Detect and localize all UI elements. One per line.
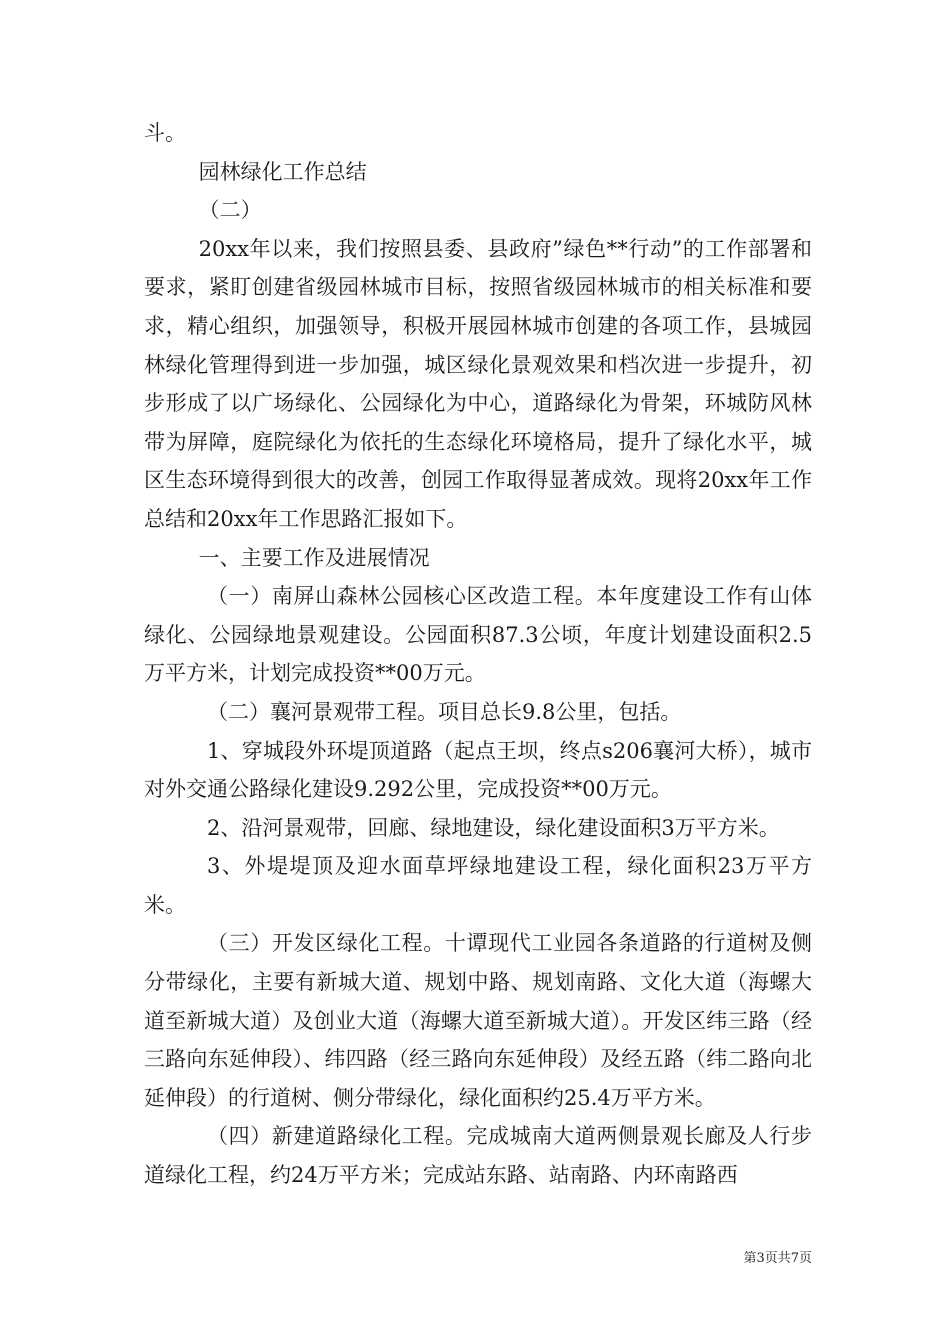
page-number: 第3页共7页 bbox=[743, 1251, 812, 1266]
intro-paragraph: 20xx年以来，我们按照县委、县政府”绿色**行动”的工作部署和要求，紧盯创建省级园林城市目标，按照省级园林城市的相关标准和要求，精心组织，加强领导，积极开展园林城市创建的各项工作，县城园林绿化管理得到进一步加强，城区绿化景观效果和档次进一步提升，初步形成了以广场绿化、公园绿化为中心，道路绿化为骨架，环城防风林带为屏障，庭院绿化为依托的生态绿化环境格局，提升了绿化水平，城区生态环境得到很大的改善，创园工作取得显著成效。现将20xx年工作总结和20xx年工作思路汇报如下。 bbox=[144, 236, 812, 531]
paragraph-item-4: （四）新建道路绿化工程。完成城南大道两侧景观长廊及人行步道绿化工程，约24万平方米；完成站东路、站南路、内环南路西 bbox=[144, 1124, 812, 1188]
paragraph-item-2: （二）襄河景观带工程。项目总长9.8公里，包括。 bbox=[207, 699, 682, 724]
document-subtitle: （二） bbox=[198, 198, 262, 223]
paragraph-item-1: （一）南屏山森林公园核心区改造工程。本年度建设工作有山体绿化、公园绿地景观建设。公园面积87.3公顷，年度计划建设面积2.5万平方米，计划完成投资**00万元。 bbox=[144, 584, 812, 686]
document-title: 园林绿化工作总结 bbox=[198, 159, 367, 184]
paragraph-subitem-2: 2、沿河景观带，回廊、绿地建设，绿化建设面积3万平方米。 bbox=[207, 815, 780, 840]
document-body bbox=[144, 114, 812, 1195]
paragraph-continuation: 斗。 bbox=[144, 121, 186, 145]
section-heading: 一、主要工作及进展情况 bbox=[198, 545, 430, 570]
paragraph-subitem-3: 3、外堤堤顶及迎水面草坪绿地建设工程，绿化面积23万平方米。 bbox=[144, 854, 812, 917]
paragraph-subitem-1: 1、穿城段外环堤顶道路（起点王坝，终点s206襄河大桥），城市对外交通公路绿化建设9.292公里，完成投资**00万元。 bbox=[144, 738, 812, 802]
paragraph-item-3: （三）开发区绿化工程。十谭现代工业园各条道路的行道树及侧分带绿化，主要有新城大道、规划中路、规划南路、文化大道（海螺大道至新城大道）及创业大道（海螺大道至新城大道）。开发区纬三路（经三路向东延伸段）、纬四路（经三路向东延伸段）及经五路（纬二路向北延伸段）的行道树、侧分带绿化，绿化面积约25.4万平方米。 bbox=[144, 931, 812, 1110]
